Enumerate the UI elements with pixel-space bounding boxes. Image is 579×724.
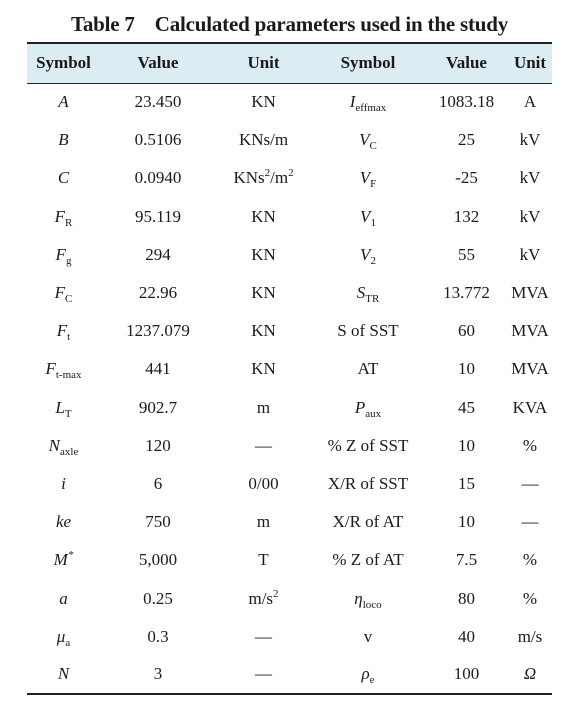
cell-subscript: 1: [370, 216, 376, 229]
value-cell: 120: [145, 435, 171, 455]
symbol-cell: [27, 389, 100, 427]
value-cell: 10: [458, 512, 475, 532]
value-cell: 132: [453, 206, 480, 226]
cell-main-text: F: [55, 244, 66, 264]
value-cell: 1237.079: [126, 321, 190, 341]
value-cell: 10: [458, 435, 475, 455]
cell-main-text: KN: [251, 321, 276, 341]
symbol-cell: [27, 198, 100, 236]
symbol-cell: [311, 541, 425, 579]
value-cell: 15: [458, 473, 475, 493]
unit-cell: [216, 274, 311, 312]
table-body: [27, 83, 552, 694]
unit-cell: [508, 236, 552, 274]
cell-main-text: v: [363, 626, 373, 646]
symbol-cell: [311, 618, 425, 656]
symbol-cell: [311, 389, 425, 427]
table-row: [27, 465, 552, 503]
value-cell: 40: [458, 626, 475, 646]
value-cell: 3: [100, 656, 216, 694]
cell-subscript: effmax: [355, 102, 387, 115]
cell-subscript: g: [65, 254, 72, 267]
symbol-cell: [27, 312, 100, 350]
cell-main-text: kV: [519, 130, 541, 150]
cell-main-text: m: [256, 512, 271, 532]
cell-main-text: —: [255, 664, 272, 684]
cell-tail-text: /m: [270, 168, 289, 188]
cell-main-text: KN: [251, 92, 276, 112]
unit-cell: [216, 350, 311, 388]
cell-main-text: —: [521, 473, 539, 493]
value-cell: 1083.18: [438, 92, 495, 112]
header-symbol-1: Symbol: [27, 43, 100, 83]
header-symbol-2: Symbol: [311, 43, 425, 83]
unit-cell: [508, 198, 552, 236]
cell-subscript: t: [67, 331, 71, 344]
cell-main-text: F: [45, 359, 56, 379]
cell-main-text: m/s: [517, 626, 543, 646]
cell-main-text: ρ: [361, 664, 370, 684]
unit-cell: [216, 656, 311, 694]
unit-cell: [216, 83, 311, 121]
cell-subscript: R: [65, 216, 73, 229]
value-cell: 7.5: [455, 550, 478, 570]
parameters-table: [27, 42, 552, 695]
cell-main-text: %: [522, 550, 538, 570]
cell-main-text: AT: [357, 359, 379, 379]
table-row: [27, 83, 552, 121]
value-cell: 100: [425, 656, 508, 694]
symbol-cell: [27, 274, 100, 312]
symbol-cell: [27, 236, 100, 274]
value-cell: 45: [458, 397, 475, 417]
table-row: [27, 656, 552, 694]
unit-cell: [508, 121, 552, 159]
symbol-cell: [27, 465, 100, 503]
symbol-cell: [27, 83, 100, 121]
cell-subscript: a: [65, 636, 71, 649]
cell-main-text: C: [57, 168, 70, 188]
unit-cell: [508, 503, 552, 541]
table-row: [27, 579, 552, 617]
cell-main-text: MVA: [511, 359, 549, 379]
symbol-cell: [311, 236, 425, 274]
symbol-cell: [311, 465, 425, 503]
cell-main-text: MVA: [511, 283, 549, 303]
value-cell: 0.0940: [134, 168, 182, 188]
cell-main-text: N: [48, 435, 60, 455]
table-row: [27, 121, 552, 159]
unit-cell: [216, 541, 311, 579]
value-cell: 60: [458, 321, 475, 341]
cell-main-text: μ: [56, 626, 66, 646]
symbol-cell: [311, 83, 425, 121]
cell-main-text: P: [354, 397, 366, 417]
value-cell: 294: [145, 244, 171, 264]
unit-cell: [508, 350, 552, 388]
table-row: [27, 236, 552, 274]
table-row: [27, 389, 552, 427]
cell-main-text: KN: [251, 359, 276, 379]
cell-main-text: M: [53, 550, 68, 570]
cell-subscript: loco: [362, 598, 382, 611]
unit-cell: [216, 121, 311, 159]
cell-subscript: e: [369, 674, 375, 687]
value-cell: 6: [153, 473, 163, 493]
cell-main-text: F: [54, 206, 66, 226]
table-number: Table 7: [70, 12, 135, 36]
cell-main-text: ke: [55, 512, 72, 532]
value-cell: -25: [455, 168, 478, 188]
cell-main-text: L: [55, 397, 65, 417]
value-cell: 0.25: [143, 588, 173, 608]
table-row: [27, 503, 552, 541]
unit-cell: [508, 579, 552, 617]
unit-cell: [216, 389, 311, 427]
symbol-cell: [311, 579, 425, 617]
cell-main-text: i: [61, 473, 66, 493]
cell-main-text: KNs/m: [238, 130, 289, 150]
symbol-cell: [311, 656, 425, 694]
symbol-cell: [27, 350, 100, 388]
unit-cell: [508, 541, 552, 579]
symbol-cell: [27, 121, 100, 159]
unit-cell: [508, 83, 552, 121]
cell-main-text: η: [354, 588, 363, 608]
cell-main-text: V: [360, 206, 371, 226]
header-unit-2: Unit: [508, 43, 552, 83]
cell-subscript: T: [64, 407, 72, 420]
unit-cell: [508, 618, 552, 656]
table-row: [27, 159, 552, 197]
cell-main-text: X/R of AT: [332, 512, 404, 532]
cell-main-text: F: [56, 321, 68, 341]
unit-cell: [216, 236, 311, 274]
table-row: [27, 350, 552, 388]
table-row: [27, 618, 552, 656]
symbol-cell: [311, 503, 425, 541]
value-cell: 10: [458, 359, 475, 379]
header-row: [27, 43, 552, 83]
cell-subscript: C: [369, 140, 377, 153]
symbol-cell: [27, 656, 100, 694]
cell-main-text: KN: [251, 244, 276, 264]
symbol-cell: [311, 427, 425, 465]
cell-main-text: % Z of SST: [327, 435, 409, 455]
cell-main-text: KNs: [233, 168, 265, 188]
table-row: [27, 427, 552, 465]
cell-main-text: T: [258, 550, 269, 570]
unit-cell: [216, 579, 311, 617]
symbol-cell: [311, 274, 425, 312]
cell-superscript: *: [67, 549, 74, 562]
cell-main-text: F: [54, 283, 66, 303]
unit-cell: [508, 389, 552, 427]
cell-main-text: kV: [519, 168, 541, 188]
unit-cell: [216, 427, 311, 465]
value-cell: 0.3: [147, 626, 169, 646]
unit-cell: [508, 656, 552, 694]
value-cell: 55: [458, 244, 475, 264]
cell-main-text: V: [360, 244, 371, 264]
value-cell: 750: [145, 512, 171, 532]
header-value-2: Value: [425, 43, 508, 83]
cell-main-text: —: [255, 435, 272, 455]
unit-cell: [216, 159, 311, 197]
unit-cell: [508, 465, 552, 503]
cell-main-text: %: [522, 435, 538, 455]
cell-subscript: C: [65, 293, 73, 306]
cell-subscript: aux: [365, 407, 382, 420]
cell-subscript: axle: [60, 445, 79, 458]
cell-main-text: KN: [251, 283, 276, 303]
header-value-1: Value: [100, 43, 216, 83]
table-row: [27, 541, 552, 579]
unit-cell: [508, 427, 552, 465]
value-cell: 22.96: [138, 283, 178, 303]
unit-cell: [508, 312, 552, 350]
cell-main-text: V: [359, 130, 370, 150]
value-cell: 23.450: [134, 92, 182, 112]
cell-main-text: m: [256, 397, 271, 417]
symbol-cell: [27, 618, 100, 656]
unit-cell: [216, 198, 311, 236]
cell-subscript: TR: [365, 293, 380, 306]
cell-main-text: —: [521, 512, 539, 532]
cell-main-text: % Z of AT: [332, 550, 404, 570]
cell-main-text: KN: [251, 206, 276, 226]
cell-main-text: m/s: [248, 588, 274, 608]
symbol-cell: [27, 503, 100, 541]
cell-superscript: 2: [264, 167, 271, 180]
unit-cell: [216, 618, 311, 656]
cell-main-text: KVA: [512, 397, 548, 417]
symbol-cell: [27, 579, 100, 617]
value-cell: 25: [458, 130, 475, 150]
table-row: [27, 198, 552, 236]
cell-main-text: —: [255, 626, 272, 646]
cell-main-text: A: [523, 92, 537, 112]
table-row: [27, 312, 552, 350]
table-row: [27, 274, 552, 312]
cell-main-text: kV: [519, 244, 541, 264]
table-title: Calculated parameters used in the study: [154, 12, 509, 36]
cell-subscript: t-max: [55, 369, 82, 382]
table-caption: [0, 12, 579, 37]
cell-main-text: B: [58, 130, 69, 150]
cell-main-text: S of SST: [337, 321, 399, 341]
value-cell: 80: [458, 588, 475, 608]
unit-cell: [508, 274, 552, 312]
cell-main-text: a: [59, 588, 68, 608]
cell-main-text: V: [359, 168, 371, 188]
cell-main-text: X/R of SST: [327, 473, 409, 493]
symbol-cell: [27, 427, 100, 465]
symbol-cell: [27, 159, 100, 197]
symbol-cell: [311, 312, 425, 350]
cell-main-text: %: [522, 588, 538, 608]
symbol-cell: [311, 121, 425, 159]
cell-main-text: I: [349, 92, 356, 112]
value-cell: 5,000: [138, 550, 178, 570]
unit-cell: [508, 159, 552, 197]
cell-subscript: 2: [370, 254, 376, 267]
unit-cell: [216, 312, 311, 350]
cell-superscript: 2: [288, 167, 294, 180]
header-unit-1: Unit: [216, 43, 311, 83]
cell-main-text: N: [57, 664, 70, 684]
cell-main-text: MVA: [511, 321, 549, 341]
cell-main-text: Ω: [523, 664, 537, 684]
value-cell: 0.5106: [134, 130, 182, 150]
value-cell: 13.772: [443, 283, 490, 303]
cell-main-text: S: [356, 283, 366, 303]
symbol-cell: [311, 159, 425, 197]
cell-main-text: kV: [519, 206, 541, 226]
cell-main-text: A: [58, 92, 69, 112]
symbol-cell: [311, 198, 425, 236]
value-cell: 441: [145, 359, 171, 379]
value-cell: 902.7: [138, 397, 178, 417]
unit-cell: [216, 503, 311, 541]
symbol-cell: [27, 541, 100, 579]
symbol-cell: [311, 350, 425, 388]
value-cell: 95.119: [134, 206, 182, 226]
unit-cell: [216, 465, 311, 503]
cell-subscript: F: [370, 178, 377, 191]
cell-superscript: 2: [273, 587, 279, 600]
cell-main-text: 0/00: [248, 473, 279, 493]
